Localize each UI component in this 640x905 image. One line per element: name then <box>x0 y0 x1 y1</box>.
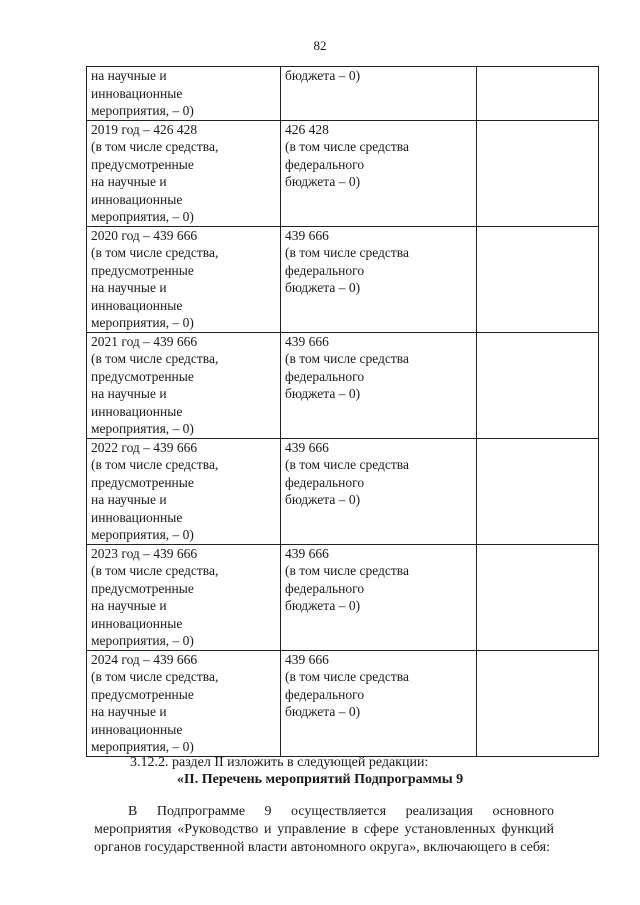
cell-text-line: (в том числе средства, <box>91 351 219 366</box>
table-cell-3 <box>477 650 599 756</box>
cell-text-line: (в том числе средства <box>285 669 409 684</box>
cell-text-line: федерального <box>285 262 365 278</box>
section-heading: «II. Перечень мероприятий Подпрограммы 9 <box>176 772 464 787</box>
cell-text-line: на научные и <box>91 68 167 83</box>
cell-text-line: инновационные <box>91 509 183 525</box>
cell-text-line: (в том числе средства <box>285 457 409 472</box>
cell-text-line: инновационные <box>91 297 183 313</box>
table-row <box>87 544 599 650</box>
table-row <box>87 650 599 756</box>
cell-text-line: федерального <box>285 474 365 490</box>
table-cell-1 <box>87 120 281 226</box>
cell-text-line: 2024 год – 439 666 <box>91 651 198 667</box>
cell-text-line: 2019 год – 426 428 <box>91 121 198 137</box>
cell-text-line: предусмотренные <box>91 262 194 278</box>
cell-text-line: 439 666 <box>285 333 329 349</box>
cell-text-line: на научные и <box>91 704 167 719</box>
cell-text-line: федерального <box>285 686 365 702</box>
cell-text-line: 426 428 <box>285 121 329 137</box>
cell-text-line: федерального <box>285 580 365 596</box>
cell-text-line: инновационные <box>91 721 183 737</box>
cell-text-line: 2023 год – 439 666 <box>91 545 198 561</box>
subsection-line: 3.12.2. раздел II изложить в следующей редакции: <box>130 755 429 770</box>
cell-text-line: бюджета – 0) <box>285 68 361 83</box>
cell-text-line: бюджета – 0) <box>285 704 361 719</box>
cell-text-line: (в том числе средства <box>285 351 409 366</box>
cell-text-line: бюджета – 0) <box>285 492 361 507</box>
cell-text-line: бюджета – 0) <box>285 386 361 401</box>
cell-text-line: 2022 год – 439 666 <box>91 439 198 455</box>
cell-text-line: предусмотренные <box>91 368 194 384</box>
cell-text-line: (в том числе средства <box>285 563 409 578</box>
cell-text-line: предусмотренные <box>91 686 194 702</box>
budget-table <box>86 66 599 757</box>
cell-text-line: мероприятия, – 0) <box>91 209 194 224</box>
cell-text-line: инновационные <box>91 615 183 631</box>
table-cell-1 <box>87 650 281 756</box>
cell-text-line: на научные и <box>91 492 167 507</box>
cell-text-line: (в том числе средства, <box>91 139 219 154</box>
table-cell-1 <box>87 67 281 121</box>
table-row <box>87 226 599 332</box>
cell-text-line: 2021 год – 439 666 <box>91 333 198 349</box>
table-cell-2 <box>281 67 477 121</box>
body-paragraph: В Подпрограмме 9 осуществляется реализация основного мероприятия «Руководство и управление в сфере установленных функций органов государственной власти автономного округа», включающего в себя: <box>94 804 554 855</box>
cell-text-line: мероприятия, – 0) <box>91 633 194 648</box>
table-row <box>87 67 599 121</box>
cell-text-line: бюджета – 0) <box>285 280 361 295</box>
cell-text-line: федерального <box>285 156 365 172</box>
cell-text-line: бюджета – 0) <box>285 174 361 189</box>
cell-text-line: предусмотренные <box>91 580 194 596</box>
cell-text-line: предусмотренные <box>91 156 194 172</box>
cell-text-line: мероприятия, – 0) <box>91 315 194 330</box>
cell-text-line: инновационные <box>91 403 183 419</box>
cell-text-line: (в том числе средства, <box>91 245 219 260</box>
cell-text-line: на научные и <box>91 174 167 189</box>
table-cell-3 <box>477 67 599 121</box>
table-cell-2 <box>281 438 477 544</box>
cell-text-line: на научные и <box>91 386 167 401</box>
cell-text-line: мероприятия, – 0) <box>91 103 194 118</box>
table-cell-2 <box>281 332 477 438</box>
table-cell-1 <box>87 226 281 332</box>
cell-text-line: на научные и <box>91 598 167 613</box>
table-cell-1 <box>87 332 281 438</box>
table-cell-3 <box>477 226 599 332</box>
table-cell-3 <box>477 544 599 650</box>
table-row <box>87 120 599 226</box>
table-row <box>87 332 599 438</box>
cell-text-line: на научные и <box>91 280 167 295</box>
table-cell-2 <box>281 544 477 650</box>
cell-text-line: (в том числе средства, <box>91 563 219 578</box>
table-cell-2 <box>281 650 477 756</box>
page-number: 82 <box>313 38 327 53</box>
table-cell-2 <box>281 226 477 332</box>
cell-text-line: федерального <box>285 368 365 384</box>
cell-text-line: (в том числе средства, <box>91 669 219 684</box>
table-cell-1 <box>87 438 281 544</box>
table-cell-3 <box>477 332 599 438</box>
cell-text-line: 439 666 <box>285 439 329 455</box>
budget-table-body <box>87 67 599 757</box>
cell-text-line: (в том числе средства <box>285 245 409 260</box>
cell-text-line: инновационные <box>91 191 183 207</box>
cell-text-line: 2020 год – 439 666 <box>91 227 198 243</box>
cell-text-line: мероприятия, – 0) <box>91 421 194 436</box>
cell-text-line: инновационные <box>91 85 183 101</box>
cell-text-line: предусмотренные <box>91 474 194 490</box>
table-row <box>87 438 599 544</box>
cell-text-line: мероприятия, – 0) <box>91 739 194 754</box>
cell-text-line: 439 666 <box>285 227 329 243</box>
cell-text-line: бюджета – 0) <box>285 598 361 613</box>
table-cell-3 <box>477 438 599 544</box>
table-cell-3 <box>477 120 599 226</box>
table-cell-2 <box>281 120 477 226</box>
table-cell-1 <box>87 544 281 650</box>
cell-text-line: мероприятия, – 0) <box>91 527 194 542</box>
cell-text-line: 439 666 <box>285 545 329 561</box>
cell-text-line: 439 666 <box>285 651 329 667</box>
cell-text-line: (в том числе средства <box>285 139 409 154</box>
cell-text-line: (в том числе средства, <box>91 457 219 472</box>
